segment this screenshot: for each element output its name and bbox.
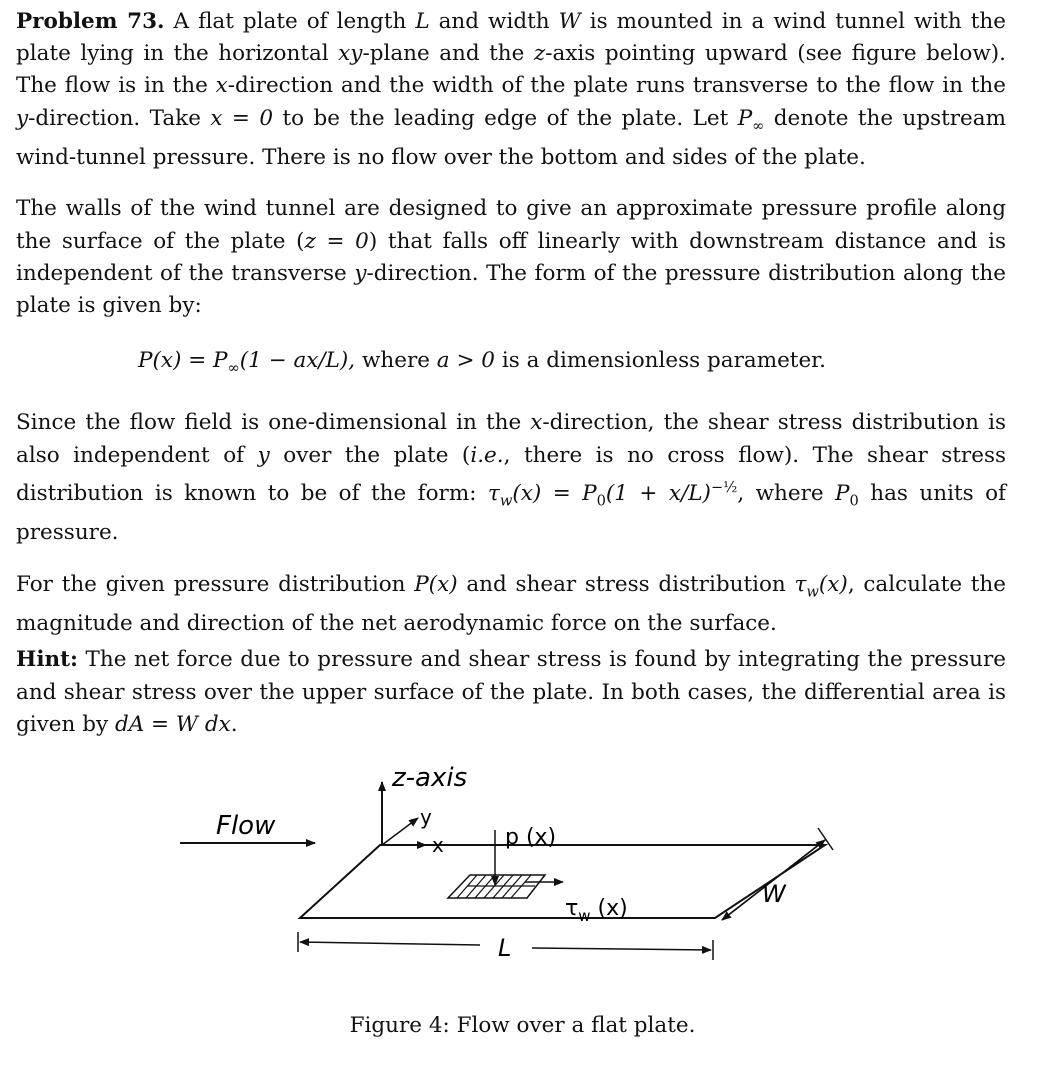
math-zero: 0 — [596, 492, 606, 510]
math-taux: (x) = P — [512, 480, 597, 506]
y-axis-arrow — [382, 818, 418, 845]
flat-plate-figure — [170, 760, 850, 985]
differential-area-element — [448, 875, 545, 898]
flow-label: Flow — [216, 811, 276, 841]
math-w: w — [806, 582, 819, 600]
text: A flat plate of length — [173, 9, 416, 34]
text: ) that falls off linearly with downstream distance and is independent of the transverse — [16, 228, 1006, 286]
math-xy: xy — [338, 41, 363, 67]
paragraph-1 — [16, 6, 1006, 174]
text: The net force due to pressure and shear stress is found by integrating the pressure and shear stress over the upper surface of the plate. In both cases, the differential area is given by — [16, 647, 1006, 737]
math-exp: −½ — [710, 478, 738, 496]
hint-label: Hint: — [16, 647, 78, 673]
width-tick — [818, 828, 833, 850]
eq-rhs: (1 − ax/L), — [239, 348, 356, 374]
paragraph-4 — [16, 569, 1006, 641]
text: denote the upstream wind-tunnel pressure. There is no flow over the bottom and sides of the plate. — [16, 105, 1006, 171]
math-x: x — [530, 410, 543, 436]
eq-tail: is a dimensionless parameter. — [494, 348, 826, 374]
text: . — [230, 711, 238, 737]
text: to be the leading edge of the plate. Let — [273, 105, 738, 131]
shear-tau: τ — [565, 896, 579, 921]
pressure-label: p (x) — [505, 825, 557, 850]
problem-text — [16, 6, 1006, 741]
math-form: (1 + x/L) — [605, 480, 711, 506]
text: is mounted in a wind tunnel with the plate lying in the horizontal — [16, 9, 1006, 67]
eq-inf: ∞ — [227, 359, 240, 377]
math-x0: x = 0 — [210, 105, 274, 131]
flat-plate-diagram — [170, 760, 850, 985]
math-y: y — [16, 105, 29, 131]
pressure-equation — [16, 345, 1006, 384]
paragraph-3 — [16, 407, 1006, 549]
paragraph-2 — [16, 193, 1006, 322]
length-arrow-left — [300, 942, 480, 945]
math-Px: P(x) — [414, 571, 458, 597]
text: -plane and the — [362, 41, 534, 67]
x-axis-label: x — [432, 833, 444, 857]
math-tau: τ — [487, 480, 500, 506]
length-label: L — [498, 934, 512, 962]
eq-where: where — [355, 348, 437, 374]
width-label: W — [762, 880, 786, 908]
math-w: w — [499, 492, 513, 510]
math-dA: dA = W dx — [114, 711, 231, 737]
text: The walls of the wind tunnel are designed to give an approximate pressure profile along the surface of the plate ( — [16, 196, 1006, 254]
text: -direction. The form of the pressure distribution along the plate is given by: — [16, 260, 1006, 318]
text: over the plate ( — [269, 442, 471, 468]
math-P0: P — [835, 480, 850, 506]
text: and width — [429, 9, 559, 34]
text: -axis pointing upward (see figure below). The flow is in the — [16, 41, 1006, 99]
text: has units of pressure. — [16, 480, 1006, 546]
text: and shear stress distribution — [457, 571, 795, 597]
math-z: z — [533, 41, 546, 67]
text: , calculate the magnitude and direction of the net aerodynamic force on the surface. — [16, 571, 1006, 637]
text: , where — [737, 480, 836, 506]
math-W: W — [558, 9, 581, 34]
text: For the given pressure distribution — [16, 571, 415, 597]
math-zero: 0 — [849, 492, 859, 510]
text: Since the flow field is one-dimensional in the — [16, 410, 531, 436]
z-axis-label: z-axis — [392, 763, 468, 793]
text-ie: i.e. — [470, 442, 504, 468]
math-x: x — [215, 73, 228, 99]
math-inf: ∞ — [752, 116, 765, 134]
figure-caption: Figure 4: Flow over a flat plate. — [349, 1013, 696, 1038]
text: , there is no cross flow). The shear stress distribution is known to be of the form: — [16, 442, 1007, 506]
y-axis-label: y — [420, 805, 432, 829]
eq-lhs: P(x) = P — [138, 348, 228, 374]
math-P: P — [737, 105, 753, 131]
text: -direction, the shear stress distribution is also independent of — [16, 410, 1006, 468]
hint-paragraph — [16, 644, 1006, 741]
math-y: y — [354, 260, 367, 286]
shear-sub: w — [578, 907, 591, 925]
length-arrow-right — [532, 948, 711, 950]
math-x: (x) — [818, 571, 848, 597]
math-tau: τ — [794, 571, 807, 597]
text: -direction. Take — [28, 105, 211, 131]
shear-label — [565, 896, 628, 925]
eq-cond: a > 0 — [436, 348, 495, 374]
text: -direction and the width of the plate runs transverse to the flow in the — [227, 73, 1006, 99]
math-y: y — [257, 442, 270, 468]
problem-label: Problem 73. — [16, 9, 165, 34]
shear-x: (x) — [590, 896, 628, 921]
math-z0: z = 0 — [304, 228, 369, 254]
math-L: L — [415, 9, 430, 34]
